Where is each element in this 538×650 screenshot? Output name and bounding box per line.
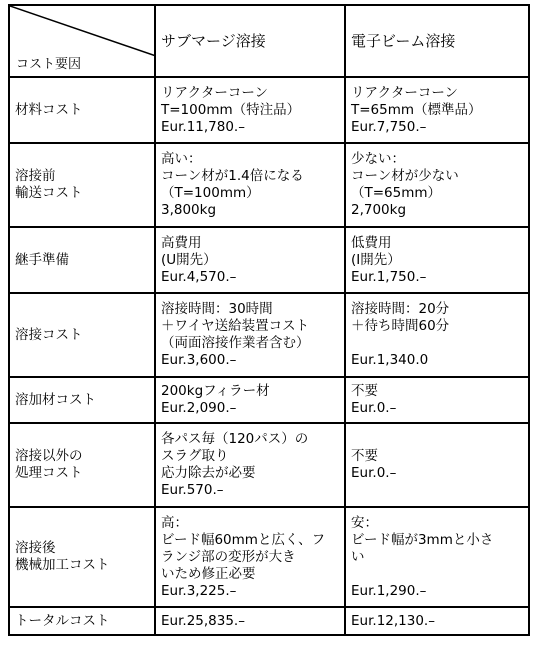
cell-line: 高： [161, 514, 188, 531]
cell-line: Eur.1,290.– [351, 582, 427, 599]
cell-line: 3,800kg [161, 202, 217, 218]
cell-line [351, 335, 523, 352]
cell-line: 高費用 [161, 234, 202, 251]
cell-line: ＋ワイヤ送給装置コスト [161, 318, 310, 334]
cell-line: 200kgフィラー材 [161, 383, 270, 399]
factor-text: 溶加材コスト [15, 391, 96, 408]
cell-line: ビード幅60mmと広く、フ [161, 531, 326, 548]
factor-text: 継手準備 [15, 251, 69, 268]
header-row [9, 5, 529, 77]
ebw-cell [345, 143, 529, 227]
cell-line: ランジ部の変形が大き [161, 548, 296, 565]
cell-line [351, 566, 523, 583]
cell-line: T=65mm（標準品） [351, 101, 482, 118]
saw-cell [155, 507, 345, 607]
ebw-cell [345, 77, 529, 143]
cell-line: Eur.4,570.– [161, 268, 237, 285]
cell-line: T=100mm（特注品） [161, 101, 301, 118]
cell-line: 低費用 [351, 234, 392, 251]
factor-text: 溶接以外の [15, 448, 83, 464]
saw-cell [155, 607, 345, 635]
cell-line: (I開先） [351, 251, 401, 268]
cell-line: 各パス毎（120パス）の [161, 431, 309, 447]
factor-text: 処理コスト [15, 465, 83, 481]
corner-header-cell [9, 5, 155, 77]
table-row-filler-cost [9, 377, 529, 423]
cell-line: 溶接時間：20分 [351, 301, 450, 317]
factor-text: 輸送コスト [15, 185, 83, 201]
factor-text: トータルコスト [15, 612, 110, 629]
cell-line: リアクターコーン [161, 84, 269, 101]
table-row-total-cost [9, 607, 529, 635]
factor-text: 機械加工コスト [15, 557, 110, 573]
table-row-joint-prep [9, 227, 529, 293]
cell-line: スラグ取り [161, 448, 229, 464]
cell-line: 不要 [351, 383, 378, 399]
cell-line: 安： [351, 514, 378, 531]
cell-line: Eur.11,780.– [161, 118, 245, 135]
cell-line: 溶接時間：30時間 [161, 301, 273, 317]
cell-line: Eur.3,225.– [161, 582, 237, 599]
ebw-cell [345, 293, 529, 377]
saw-cell [155, 77, 345, 143]
ebw-cell [345, 423, 529, 507]
cell-line: 応力除去が必要 [161, 465, 256, 481]
ebw-cell [345, 227, 529, 293]
factor-text: 材料コスト [15, 101, 83, 118]
cell-line: Eur.0.– [351, 465, 397, 481]
cost-comparison-table [8, 4, 530, 636]
factor-text: 溶接コスト [15, 326, 83, 343]
cell-line: い [351, 548, 365, 565]
cell-line: Eur.7,750.– [351, 118, 427, 135]
saw-cell [155, 423, 345, 507]
factor-text: 溶接後 [15, 540, 56, 556]
cell-line: （T=65mm） [351, 185, 442, 201]
cell-line: （T=100mm） [161, 185, 260, 201]
cost-factor-header: コスト要因 [16, 57, 82, 72]
factor-text: 溶接前 [15, 168, 56, 184]
cell-line: コーン材が少ない [351, 168, 459, 184]
cell-line: Eur.570.– [161, 482, 224, 498]
cell-line: 2,700kg [351, 202, 407, 218]
cell-line: いため修正必要 [161, 565, 256, 582]
cell-line: （両面溶接作業者含む） [161, 335, 310, 351]
cell-line: Eur.2,090.– [161, 400, 237, 416]
cell-line: Eur.1,340.0 [351, 352, 429, 368]
cell-line: Eur.3,600.– [161, 352, 237, 368]
saw-cell [155, 377, 345, 423]
factor-cell [9, 377, 155, 423]
saw-cell [155, 293, 345, 377]
cell-line: 少ない： [351, 151, 405, 167]
table-row-transport-cost [9, 143, 529, 227]
factor-cell [9, 293, 155, 377]
cell-line: Eur.0.– [351, 400, 397, 416]
table-row-post-machining [9, 507, 529, 607]
header-electron-beam: 電子ビーム溶接 [345, 5, 529, 77]
factor-cell [9, 507, 155, 607]
total-value: Eur.12,130.– [351, 612, 435, 629]
cell-line: 不要 [351, 448, 378, 464]
factor-cell [9, 423, 155, 507]
cell-line: コーン材が1.4倍になる [161, 168, 304, 184]
factor-cell [9, 77, 155, 143]
cell-line: リアクターコーン [351, 84, 459, 101]
cell-line: 高い： [161, 151, 202, 167]
ebw-cell [345, 377, 529, 423]
cell-line: Eur.1,750.– [351, 268, 427, 285]
factor-cell [9, 607, 155, 635]
saw-cell [155, 227, 345, 293]
ebw-cell [345, 607, 529, 635]
saw-cell [155, 143, 345, 227]
factor-cell [9, 227, 155, 293]
total-value: Eur.25,835.– [161, 612, 245, 629]
cell-line: ビード幅が3mmと小さ [351, 531, 494, 548]
factor-cell [9, 143, 155, 227]
cell-line: ＋待ち時間60分 [351, 318, 450, 334]
table-row-other-processing [9, 423, 529, 507]
header-submerged-arc: サブマージ溶接 [155, 5, 345, 77]
table-row-material-cost [9, 77, 529, 143]
table-row-welding-cost [9, 293, 529, 377]
cell-line: (U開先） [161, 251, 217, 268]
ebw-cell [345, 507, 529, 607]
